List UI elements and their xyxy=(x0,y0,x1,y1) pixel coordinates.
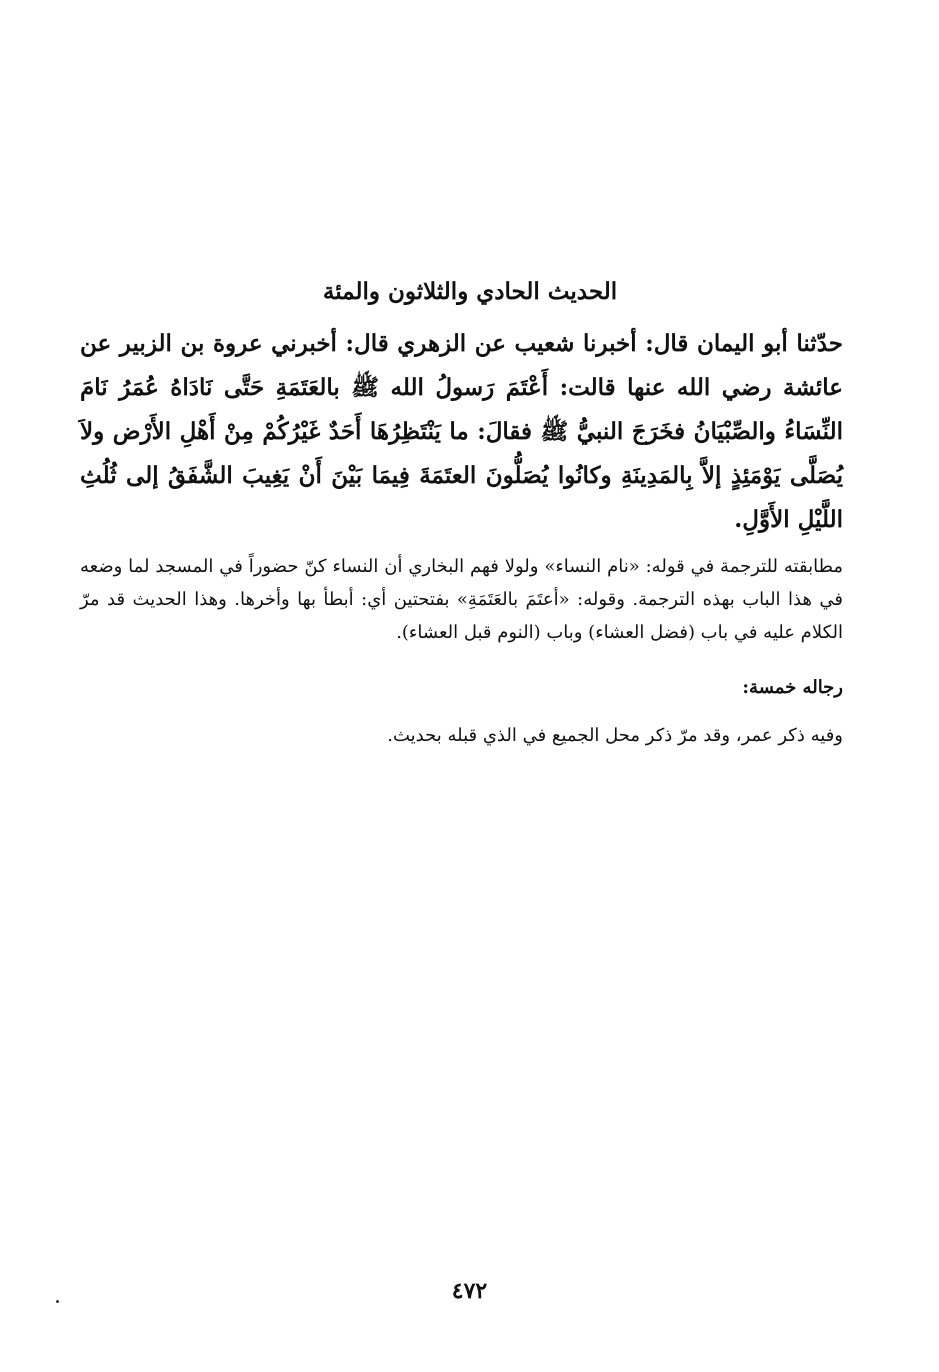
narrators-heading: رجاله خمسة: xyxy=(742,677,843,698)
narrators-note: وفيه ذكر عمر، وقد مرّ ذكر محل الجميع في الذي قبله بحديث. xyxy=(387,725,843,746)
commentary-paragraph: مطابقته للترجمة في قوله: «نام النساء» ولولا فهم البخاري أن النساء كنّ حضوراً في المسجد لما وضعه في هذا الباب بهذه الترجمة. وقوله: «أعتَمَ بالعَتَمَةِ» بفتحتين أي: أبطأ بها وأخرها. وهذا الحديث قد مرّ الكلام عليه في باب (فضل العشاء) وباب (النوم قبل العشاء). xyxy=(80,556,843,643)
hadith-title: الحديث الحادي والثلاثون والمئة xyxy=(322,278,618,305)
page-number: ٤٧٢ xyxy=(451,1278,488,1304)
hadith-text: حدّثنا أبو اليمان قال: أخبرنا شعيب عن الزهري قال: أخبرني عروة بن الزبير عن عائشة رضي الله عنها قالت: أَعْتَمَ رَسولُ الله ﷺ بالعَتَمَةِ حَتَّى نَادَاهُ عُمَرُ نَامَ النِّسَاءُ والصِّبْيَانُ فخَرَجَ النبيُّ ﷺ فقالَ: ما يَنْتَظِرُهَا أَحَدٌ غَيْرُكُمْ مِنْ أَهْلِ الأَرْض ولاَ يُصَلَّى يَوْمَئِذٍ إلاَّ بِالمَدِينَةِ وكانُوا يُصَلُّونَ العتَمَةَ فِيمَا بَيْنَ أَنْ يَغِيبَ الشَّفَقُ إلى ثُلُثِ اللَّيْلِ الأَوَّلِ. xyxy=(80,330,843,533)
scan-speck xyxy=(56,1300,59,1303)
